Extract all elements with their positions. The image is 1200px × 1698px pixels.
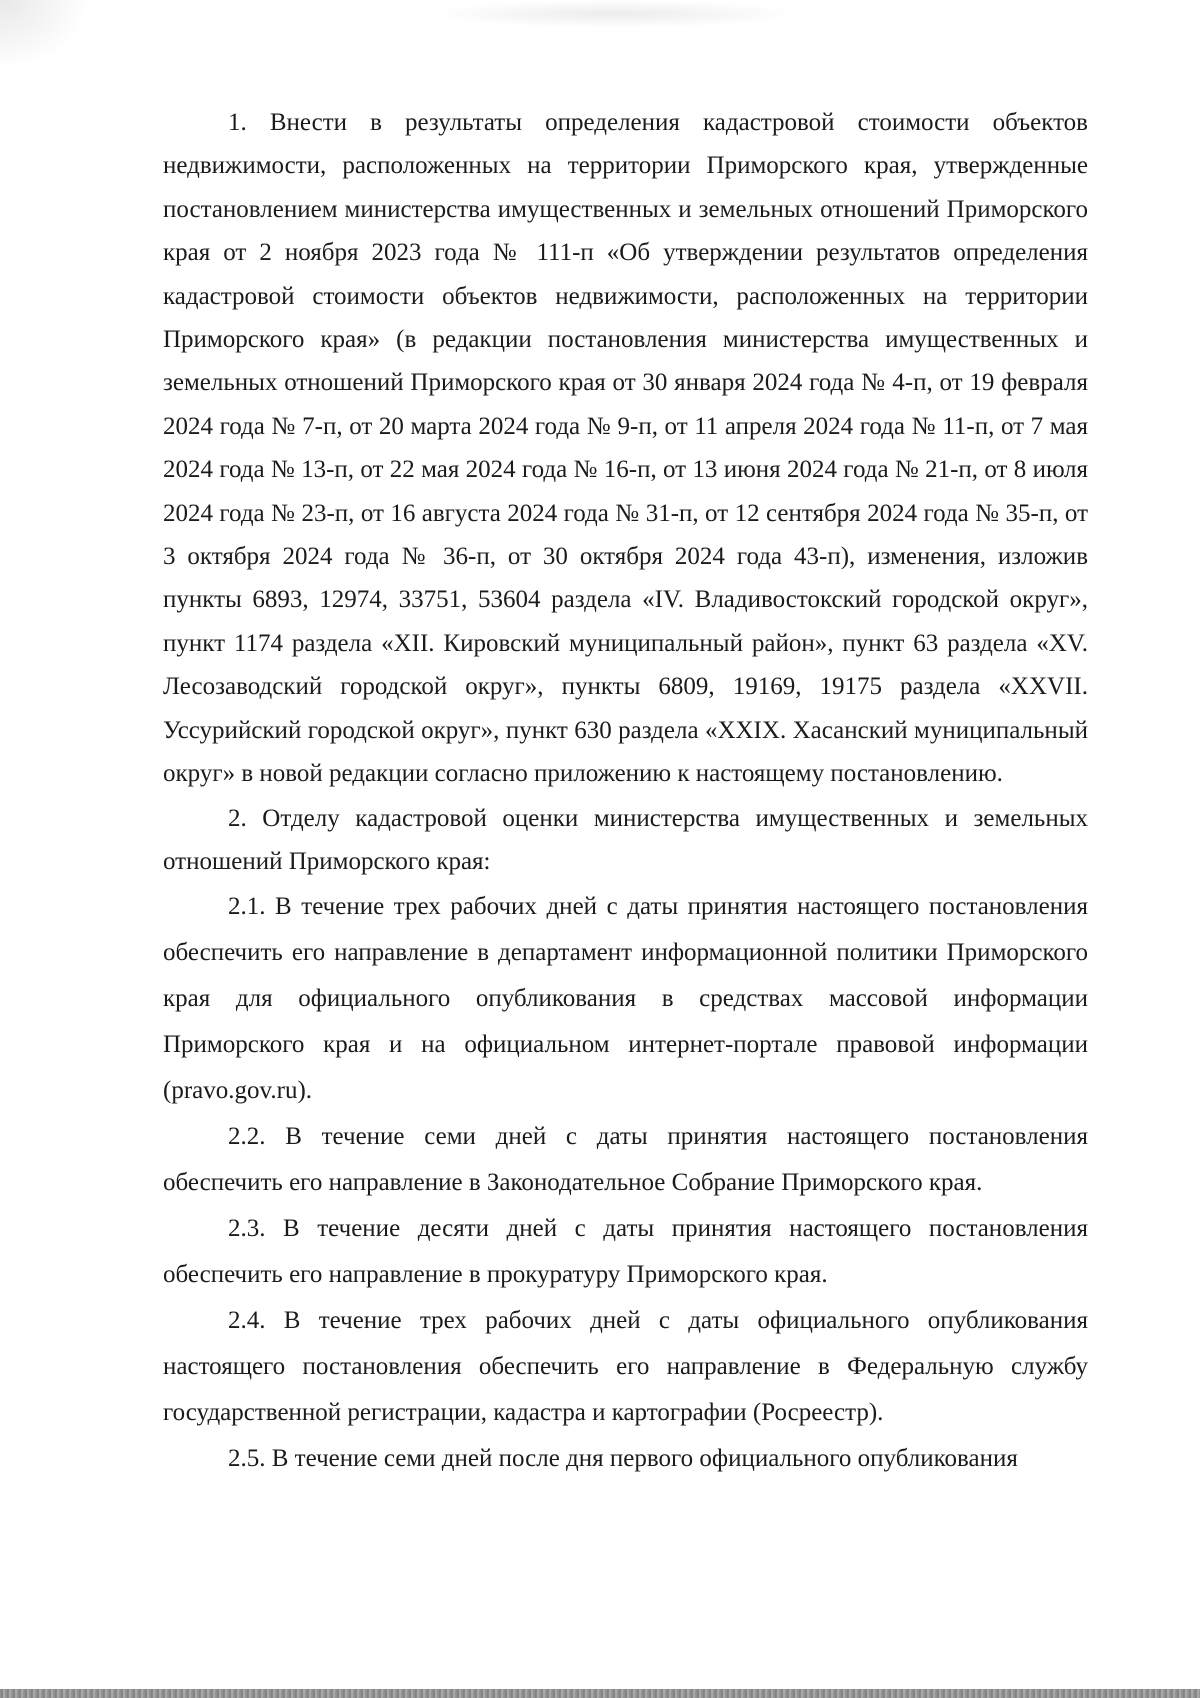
paragraph-2-3: 2.3. В течение десяти дней с даты принятия настоящего постановления обеспечить его направление в прокуратуру Приморского края. <box>163 1215 1088 1289</box>
scan-edge-bottom <box>0 1689 1200 1698</box>
scan-shadow-corner <box>0 0 90 70</box>
document-body <box>163 101 1088 1482</box>
paragraph-2: 2. Отделу кадастровой оценки министерства имущественных и земельных отношений Приморского края: <box>163 804 1088 875</box>
scan-shadow-top <box>430 0 800 28</box>
paragraph-2-4: 2.4. В течение трех рабочих дней с даты официального опубликования настоящего постановления обеспечить его направление в Федеральную службу государственной регистрации, кадастра и картографии (Росреестр). <box>163 1307 1088 1427</box>
paragraph-2-1: 2.1. В течение трех рабочих дней с даты принятия настоящего постановления обеспечить его направление в департамент информационной политики Приморского края для официального опубликования в средствах массовой информации Приморского края и на официальном интернет-портале правовой информации (pravo.gov.ru). <box>163 893 1088 1105</box>
paragraph-2-2: 2.2. В течение семи дней с даты принятия настоящего постановления обеспечить его направление в Законодательное Собрание Приморского края. <box>163 1123 1088 1197</box>
paragraph-1: 1. Внести в результаты определения кадастровой стоимости объектов недвижимости, расположенных на территории Приморского края, утвержденные постановлением министерства имущественных и земельных отношений Приморского края от 2 ноября 2023 года № 111-п «Об утверждении результатов определения кадастровой стоимости объектов недвижимости, расположенных на территории Приморского края» (в редакции постановления министерства имущественных и земельных отношений Приморского края от 30 января 2024 года № 4-п, от 19 февраля 2024 года № 7-п, от 20 марта 2024 года № 9-п, от 11 апреля 2024 года № 11-п, от 7 мая 2024 года № 13-п, от 22 мая 2024 года № 16-п, от 13 июня 2024 года № 21-п, от 8 июля 2024 года № 23-п, от 16 августа 2024 года № 31-п, от 12 сентября 2024 года № 35-п, от 3 октября 2024 года № 36-п, от 30 октября 2024 года 43-п), изменения, изложив пункты 6893, 12974, 33751, 53604 раздела «IV. Владивостокский городской округ», пункт 1174 раздела «XII. Кировский муниципальный район», пункт 63 раздела «XV. Лесозаводский городской округ», пункты 6809, 19169, 19175 раздела «XXVII. Уссурийский городской округ», пункт 630 раздела «XXIX. Хасанский муниципальный округ» в новой редакции согласно приложению к настоящему постановлению. <box>163 109 1088 788</box>
paragraph-2-5: 2.5. В течение семи дней после дня первого официального опубликования <box>228 1445 1018 1473</box>
